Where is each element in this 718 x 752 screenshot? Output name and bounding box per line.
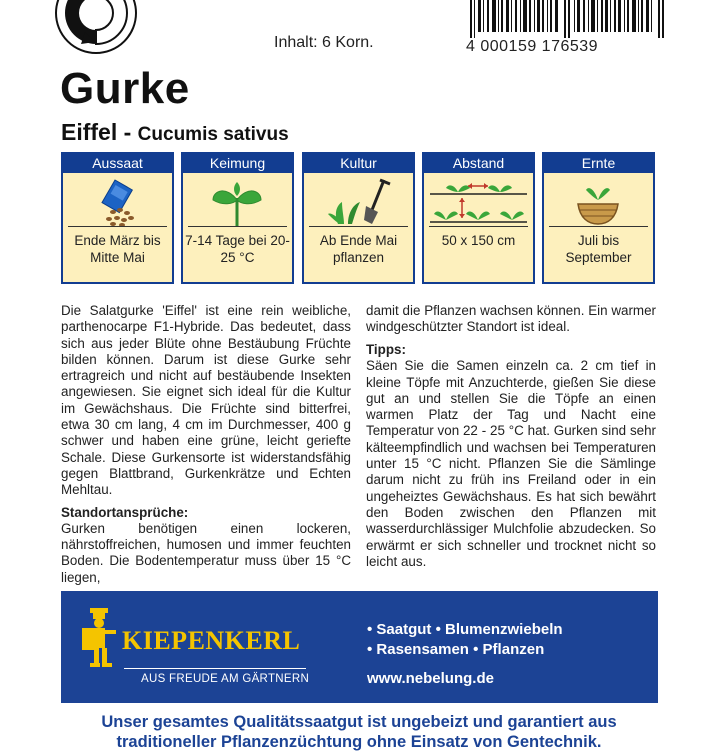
divider bbox=[309, 226, 408, 227]
divider bbox=[188, 226, 287, 227]
info-card-header: Abstand bbox=[424, 154, 533, 173]
website-link[interactable]: www.nebelung.de bbox=[367, 670, 494, 687]
description-column-right bbox=[366, 303, 656, 570]
variety-name: Eiffel - bbox=[61, 119, 132, 145]
info-card-text: Juli bis September bbox=[565, 233, 632, 265]
barcode-icon bbox=[470, 0, 668, 38]
info-card-abstand bbox=[422, 152, 535, 284]
divider bbox=[124, 668, 306, 669]
location-paragraph: Gurken benötigen einen lockeren, nährstoffreichen, humosen und immer feuchten Boden. Die Bodentemperatur muss über 15 °C liegen, bbox=[61, 520, 351, 585]
location-paragraph-end: damit die Pflanzen wachsen können. Ein warmer windgeschützter Standort ist ideal. bbox=[366, 303, 656, 335]
seedling-icon bbox=[187, 176, 288, 226]
brand-logo: KIEPENKERL bbox=[122, 626, 301, 655]
shovel-planting-icon bbox=[308, 176, 409, 226]
info-card-ernte bbox=[542, 152, 655, 284]
divider bbox=[68, 226, 167, 227]
intro-paragraph: Die Salatgurke 'Eiffel' ist eine rein weibliche, parthenocarpe F1-Hybride. Das bedeutet, dass sich aus jeder Blüte ohne Bestäubung Früchte bilden können. Darum ist diese Gurke sehr ertragreich und nicht auf bestäubende Insekten angewiesen. Sie eignet sich ideal für die Kultur im Gewächshaus. Die Früchte sind bitterfrei, etwa 30 cm lang, 4 cm im Durchmesser, 400 g schwer und haben eine grüne, leicht geriefte Schale. Diese Gurkensorte ist widerstandsfähig gegen Blattbrand, Gurkenkrätze und Echten Mehltau. bbox=[61, 303, 351, 498]
info-card-text: 50 x 150 cm bbox=[441, 233, 516, 248]
footer-line-2: traditioneller Pflanzenzüchtung ohne Einsatz von Gentechnik. bbox=[116, 733, 602, 751]
footer-line-1: Unser gesamtes Qualitätssaatgut ist ungebeizt und garantiert aus bbox=[101, 713, 617, 731]
tips-heading: Tipps: bbox=[366, 342, 406, 357]
divider bbox=[549, 226, 648, 227]
info-card-text: 7-14 Tage bei 20-25 °C bbox=[185, 233, 290, 265]
plant-spacing-icon bbox=[428, 176, 529, 226]
footer-note bbox=[0, 712, 718, 752]
divider bbox=[429, 226, 528, 227]
info-card-header: Keimung bbox=[183, 154, 292, 173]
harvest-basket-icon bbox=[548, 176, 649, 226]
info-card-keimung bbox=[181, 152, 294, 284]
location-heading: Standortansprüche: bbox=[61, 504, 189, 520]
products-line-2: • Rasensamen • Pflanzen bbox=[367, 641, 545, 658]
kiepenkerl-figure-icon bbox=[78, 608, 120, 668]
product-title: Gurke bbox=[60, 64, 190, 113]
description-column-left bbox=[61, 303, 351, 586]
info-card-kultur bbox=[302, 152, 415, 284]
green-dot-recycling-icon bbox=[55, 0, 137, 54]
product-subtitle bbox=[61, 119, 289, 146]
info-card-header: Aussaat bbox=[63, 154, 172, 173]
package-contents: Inhalt: 6 Korn. bbox=[274, 34, 374, 51]
tips-paragraph: Säen Sie die Samen einzeln ca. 2 cm tief in kleine Töpfe mit Anzuchterde, gießen Sie diese gut an und stellen Sie die Töpfe an einen warmen Platz der Tag und Nacht eine Temperatur von 22 - 25 °C hat. Gurken sind sehr kälteempfindlich und wachsen bei Temperaturen unter 15 °C nicht. Pflanzen Sie die Sämlinge darum nicht zu früh ins Freiland oder in ein ungeheiztes Gewächshaus. Es hat sich bewährt den Boden zwischen den Pflanzen mit wasserdurchlässiger Mulchfolie abzudecken. So erwärmt er sich schneller und trocknet nicht so leicht aus. bbox=[366, 358, 656, 569]
brand-slogan: AUS FREUDE AM GÄRTNERN bbox=[141, 673, 310, 685]
info-card-header: Kultur bbox=[304, 154, 413, 173]
latin-name: Cucumis sativus bbox=[137, 124, 289, 145]
info-card-header: Ernte bbox=[544, 154, 653, 173]
seed-sowing-icon bbox=[67, 176, 168, 226]
info-card-text: Ab Ende Mai pflanzen bbox=[319, 233, 398, 265]
info-card-text: Ende März bis Mitte Mai bbox=[74, 233, 161, 265]
barcode-number: 4 000159 176539 bbox=[466, 38, 599, 55]
info-card-aussaat bbox=[61, 152, 174, 284]
products-line-1: • Saatgut • Blumenzwiebeln bbox=[367, 621, 563, 638]
